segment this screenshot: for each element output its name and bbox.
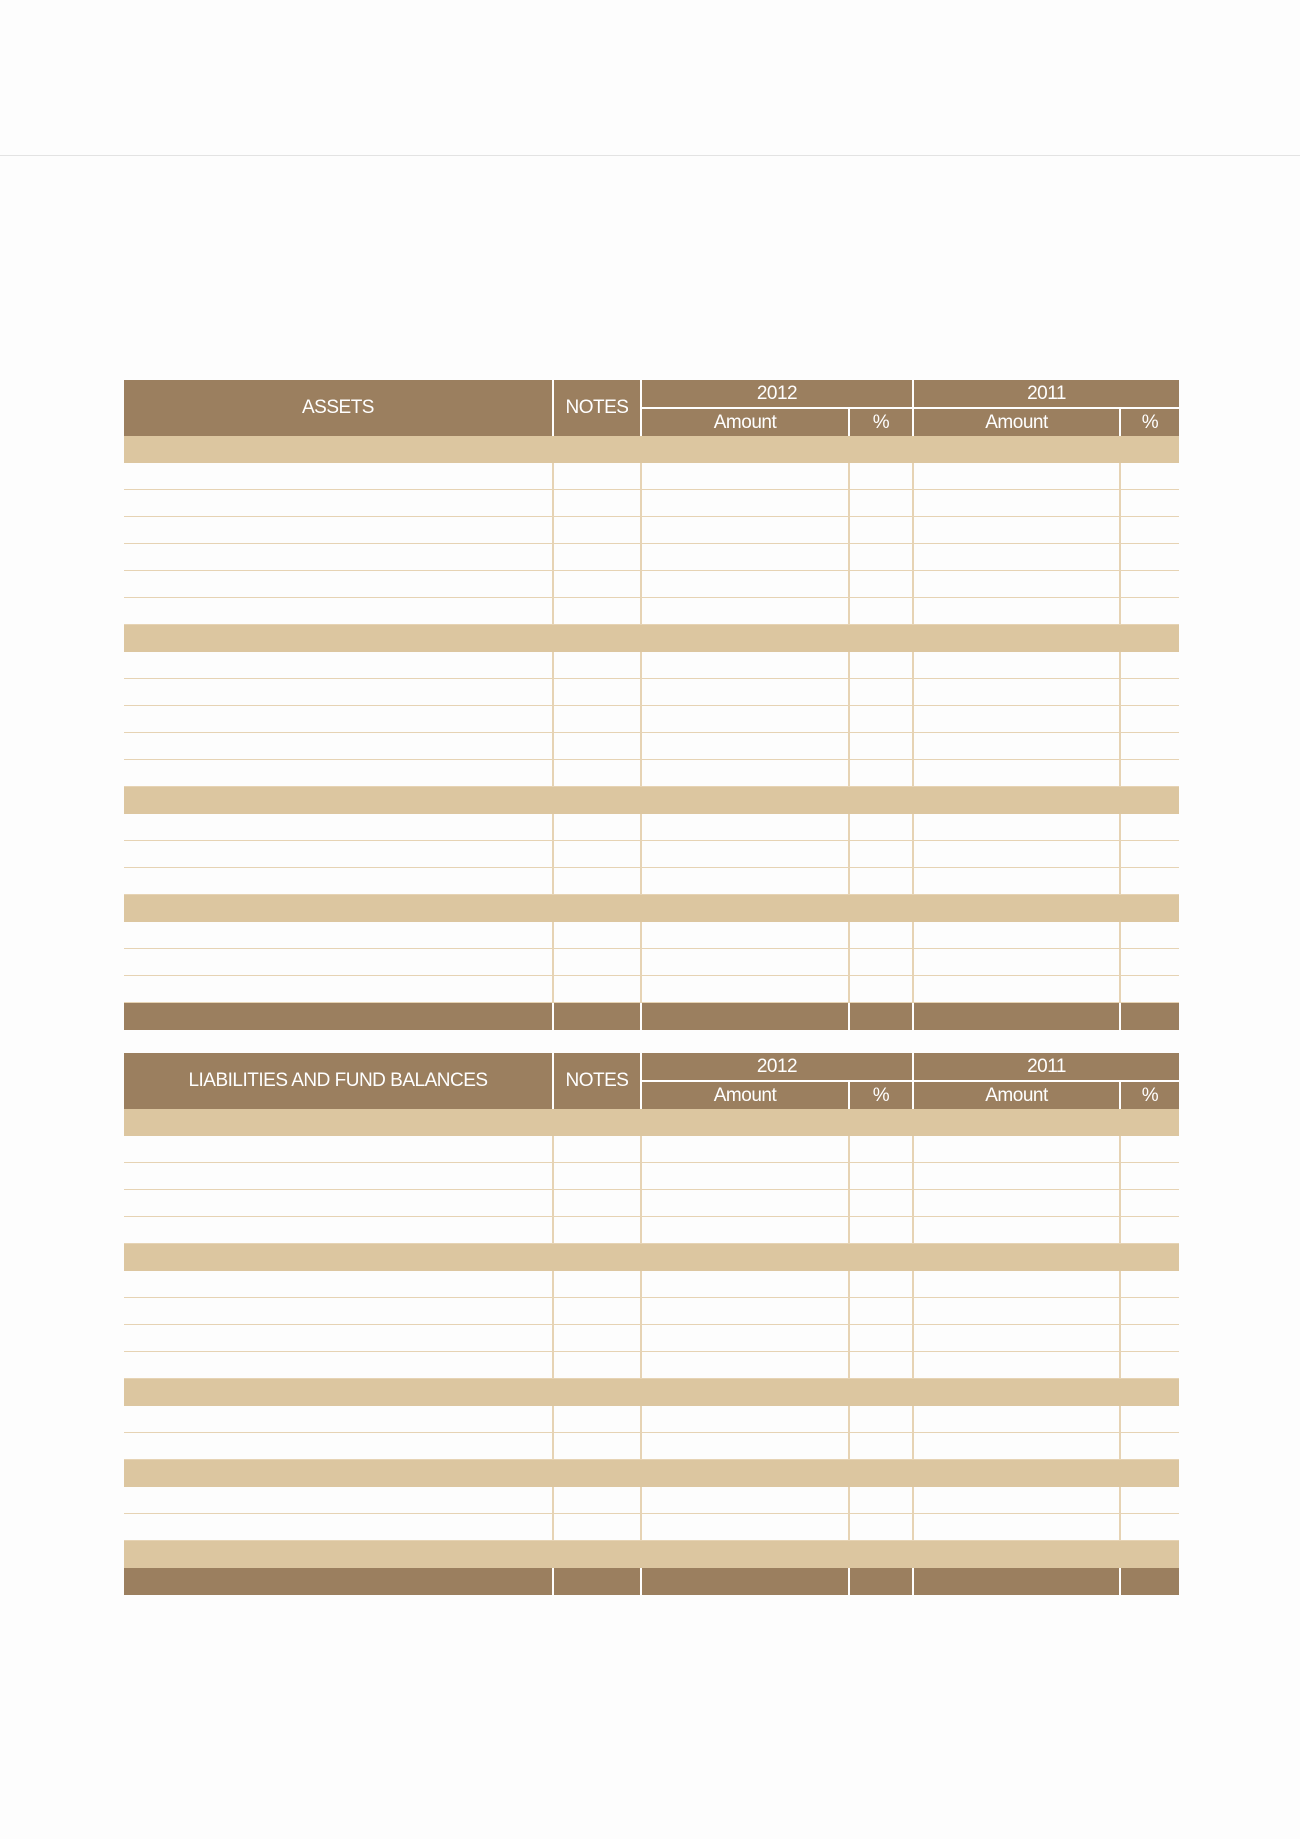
liabilities-table-row — [124, 1433, 1179, 1460]
assets-table-row — [124, 733, 1179, 760]
liabilities-table-row — [124, 1190, 1179, 1217]
assets-table-row — [124, 976, 1179, 1003]
liabilities-section-row — [124, 1460, 1179, 1487]
liabilities-amount-2011-header: Amount — [985, 1084, 1048, 1106]
assets-table-row — [124, 490, 1179, 517]
liabilities-table-row — [124, 1298, 1179, 1325]
assets-table-row — [124, 760, 1179, 787]
assets-table-row — [124, 679, 1179, 706]
liabilities-section-row — [124, 1379, 1179, 1406]
liabilities-table-row — [124, 1217, 1179, 1244]
assets-table-row — [124, 652, 1179, 679]
liabilities-total-row — [124, 1568, 1179, 1595]
assets-table-row — [124, 706, 1179, 733]
liabilities-table-row — [124, 1514, 1179, 1541]
assets-pct-2012-header: % — [872, 411, 890, 433]
liabilities-section-row — [124, 1109, 1179, 1136]
assets-pct-2011-header: % — [1141, 411, 1159, 433]
liabilities-table-row — [124, 1487, 1179, 1514]
assets-section-row — [124, 787, 1179, 814]
assets-table-row — [124, 517, 1179, 544]
assets-table-row — [124, 868, 1179, 895]
assets-section-row — [124, 625, 1179, 652]
assets-table-row — [124, 571, 1179, 598]
liabilities-section-row — [124, 1244, 1179, 1271]
assets-table-row — [124, 841, 1179, 868]
liabilities-pct-2012-header: % — [872, 1084, 890, 1106]
assets-table-row — [124, 949, 1179, 976]
liabilities-year-2012-header: 2012 — [756, 1055, 798, 1077]
liabilities-pct-2011-header: % — [1141, 1084, 1159, 1106]
assets-header-label: ASSETS — [302, 397, 374, 418]
liabilities-table-row — [124, 1352, 1179, 1379]
liabilities-table — [124, 1053, 1179, 1595]
assets-table-row — [124, 544, 1179, 571]
assets-year-2012-header: 2012 — [756, 382, 798, 404]
liabilities-table-header — [124, 1053, 1179, 1109]
liabilities-header-label: LIABILITIES AND FUND BALANCES — [188, 1070, 488, 1091]
assets-table-row — [124, 922, 1179, 949]
liabilities-notes-header: NOTES — [565, 1070, 629, 1091]
assets-total-row — [124, 1003, 1179, 1030]
liabilities-year-2011-header: 2011 — [1027, 1055, 1066, 1077]
assets-notes-header: NOTES — [565, 397, 629, 418]
assets-table-row — [124, 463, 1179, 490]
liabilities-table-row — [124, 1136, 1179, 1163]
assets-section-row — [124, 895, 1179, 922]
assets-table-header — [124, 380, 1179, 436]
top-divider — [0, 155, 1300, 156]
liabilities-table-row — [124, 1406, 1179, 1433]
assets-amount-2012-header: Amount — [713, 411, 777, 433]
assets-section-row — [124, 436, 1179, 463]
assets-table-row — [124, 598, 1179, 625]
liabilities-table-row — [124, 1325, 1179, 1352]
assets-amount-2011-header: Amount — [985, 411, 1048, 433]
liabilities-section-row — [124, 1541, 1179, 1568]
liabilities-table-row — [124, 1271, 1179, 1298]
liabilities-amount-2012-header: Amount — [713, 1084, 777, 1106]
liabilities-table-row — [124, 1163, 1179, 1190]
assets-table-row — [124, 814, 1179, 841]
assets-table — [124, 380, 1179, 1030]
assets-year-2011-header: 2011 — [1027, 382, 1066, 404]
